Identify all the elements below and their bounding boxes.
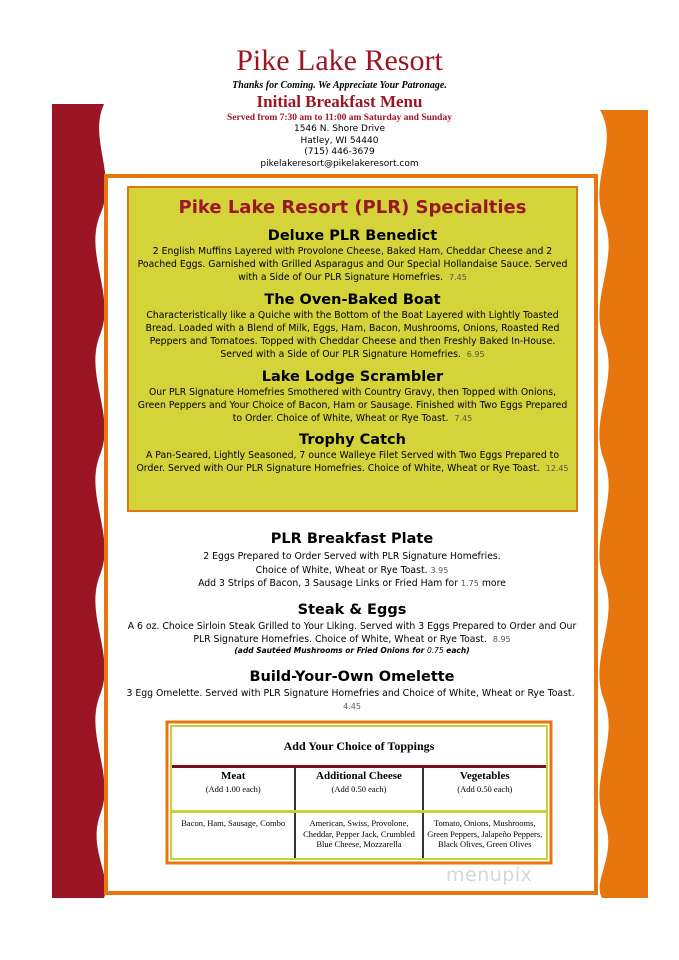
- phone-number: (715) 446-3679: [304, 147, 375, 157]
- item-price: 6.95: [466, 350, 485, 359]
- menu-title: Initial Breakfast Menu: [256, 92, 423, 111]
- item-description: 2 Eggs Prepared to Order Served with PLR Signature Homefries. Choice of White, Wheat or Rye Toast. 3.95 Add 3 Strips of Bacon, 3 Sausage Links or Fried Ham for 1.75 more: [198, 551, 506, 589]
- item-name: The Oven-Baked Boat: [264, 292, 441, 308]
- item-description: A Pan-Seared, Lightly Seasoned, 7 ounce Walleye Filet Served with Two Eggs Prepared to Order. Served with Our PLR Signature Homefries. Choice of White, Wheat or Rye Toast. 12.45: [136, 450, 569, 474]
- right-orange-wave: [599, 110, 648, 898]
- item-description: Characteristically like a Quiche with the Bottom of the Boat Layered with Lightly Toasted Bread. Loaded with a Blend of Milk, Eggs, Ham, Bacon, Mushrooms, Onions, Roasted Red Peppers and Tomatoes. Topped with Cheddar Cheese and then Freshly Baked In-House. Served with a Side of Our PLR Signature Homefries. 6.95: [145, 310, 560, 360]
- specialty-item: [129, 431, 576, 475]
- item-description: Our PLR Signature Homefries Smothered with Country Gravy, then Topped with Onions, Green Peppers and Your Choice of Bacon, Ham or Sausage. Finished with Two Eggs Prepared to Order. Choice of White, Wheat or Rye Toast. 7.45: [137, 387, 568, 424]
- specialty-item: [129, 368, 576, 425]
- item-name: Deluxe PLR Benedict: [267, 228, 438, 244]
- specialty-item: [129, 291, 576, 361]
- item-description: A 6 oz. Choice Sirloin Steak Grilled to Your Liking. Served with 3 Eggs Prepared to Order and Our PLR Signature Homefries. Choice of White, Wheat or Rye Toast. 8.95: [127, 621, 577, 645]
- address-line-2: Hatley, WI 54440: [300, 135, 379, 146]
- left-maroon-wave: [52, 104, 106, 898]
- cheese-options: American, Swiss, Provolone, Cheddar, Pepper Jack, Crumbled Blue Cheese, Mozzarella: [295, 812, 422, 859]
- specialties-box: [127, 186, 578, 512]
- item-description: 3 Egg Omelette. Served with PLR Signature Homefries and Choice of White, Wheat or Rye Toast. 4.45: [126, 688, 575, 711]
- item-name: Lake Lodge Scrambler: [261, 369, 444, 385]
- address-line-1: 1546 N. Shore Drive: [293, 124, 386, 134]
- watermark-logo: menupix: [446, 864, 533, 886]
- item-name: Trophy Catch: [299, 432, 406, 448]
- specialty-item: [129, 227, 576, 284]
- item-price: 7.45: [449, 273, 467, 282]
- breakfast-plate-section: [114, 530, 590, 591]
- column-header-vegetables: Vegetables (Add 0.50 each): [423, 767, 546, 812]
- addon-note: (add Sautéed Mushrooms or Fried Onions for 0.75 each): [234, 646, 470, 655]
- vegetable-options: Tomato, Onions, Mushrooms, Green Peppers, Jalapeño Peppers, Black Olives, Green Olives: [423, 812, 546, 859]
- toppings-title: Add Your Choice of Toppings: [172, 727, 546, 767]
- item-name: Build-Your-Own Omelette: [249, 669, 455, 685]
- item-price: 12.45: [545, 464, 569, 473]
- thanks-note: Thanks for Coming. We Appreciate Your Patronage.: [232, 80, 447, 91]
- item-name: Steak & Eggs: [297, 602, 407, 618]
- serving-hours: Served from 7:30 am to 11:00 am Saturday and Sunday: [227, 113, 452, 123]
- steak-eggs-section: [112, 601, 592, 656]
- item-price: 8.95: [492, 635, 511, 644]
- item-description: 2 English Muffins Layered with Provolone Cheese, Baked Ham, Cheddar Cheese and 2 Poached Eggs. Garnished with Grilled Asparagus and Our Special Hollandaise Sauce. Served with a Side of Our PLR Signature Homefries. 7.45: [137, 246, 568, 283]
- email-address: pikelakeresort@pikelakeresort.com: [260, 158, 419, 169]
- item-price: 4.45: [343, 702, 361, 711]
- item-price: 7.45: [454, 414, 473, 423]
- meat-options: Bacon, Ham, Sausage, Combo: [181, 818, 286, 828]
- item-price: 3.95: [430, 565, 449, 575]
- item-name: PLR Breakfast Plate: [270, 531, 434, 547]
- menu-header: [0, 44, 679, 170]
- specialties-heading: Pike Lake Resort (PLR) Specialties: [178, 197, 527, 218]
- restaurant-title: Pike Lake Resort: [236, 44, 443, 77]
- extra-price: 1.75: [461, 579, 479, 588]
- toppings-table: [170, 725, 548, 860]
- omelette-section: [112, 668, 592, 713]
- column-header-cheese: Additional Cheese (Add 0.50 each): [295, 767, 422, 812]
- column-header-meat: Meat (Add 1.00 each): [172, 767, 295, 812]
